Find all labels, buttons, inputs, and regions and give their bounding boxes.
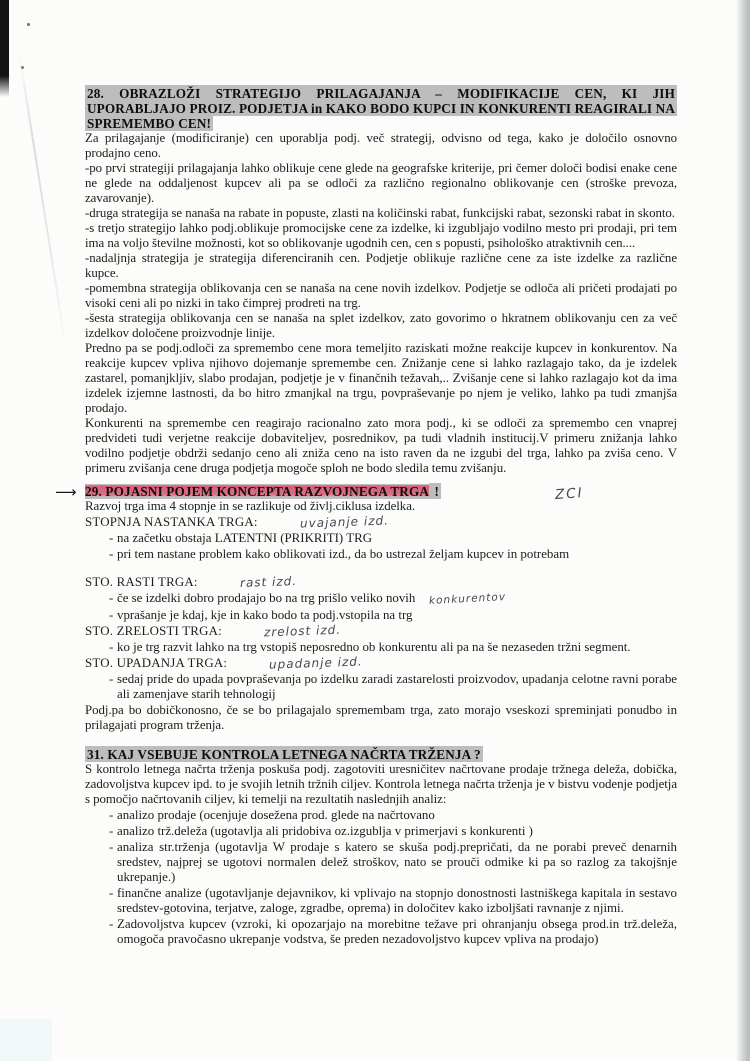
list-item bbox=[85, 531, 677, 546]
handwritten-arrow-icon: ⟶ bbox=[55, 483, 78, 501]
paragraph: Konkurenti na spremembe cen reagirajo racionalno zato mora podj., ki se odloči za spremembo cen vnaprej predvideti tudi verjetne reakcije dobaviteljev, posrednikov, pa tudi vladnih institucij.V primeru znižanja lahko vodilno podjetje obdrži sedanjo ceno ali zniža ceno na isto raven da ne izgubi del trga, lahko pa zviša ceno. V primeru zvišanja cene druga podjetja mogoče sploh ne bodo sledila temu zvišanju. bbox=[85, 416, 677, 475]
bullet-dash: - bbox=[109, 917, 114, 931]
stage-label bbox=[85, 575, 677, 590]
handwritten-annotation: ZCI bbox=[554, 485, 585, 503]
handwritten-note: zrelost izd. bbox=[263, 622, 342, 640]
scan-speck bbox=[27, 23, 30, 26]
stage-label-text: STO. ZRELOSTI TRGA: bbox=[85, 624, 222, 638]
paragraph: -po prvi strategiji prilagajanja lahko oblikuje cene glede na geografske kriterije, pri čemer določi bodisi enake cene ne glede na oddaljenost kupcev ali pa se odloči za različno regionalno oblikovanje cen (stroške prevoza, zavarovanje). bbox=[85, 161, 677, 205]
paragraph: Za prilagajanje (modificiranje) cen uporablja podj. več strategij, odvisno od tega, kako je določilo osnovno prodajno ceno. bbox=[85, 131, 677, 160]
stage-nastanka-trga bbox=[85, 515, 677, 562]
stage-label-text: STO. RASTI TRGA: bbox=[85, 575, 198, 589]
list-item bbox=[85, 547, 677, 562]
paragraph: -s tretjo strategijo lahko podj.oblikuje promocijske cene za izdelke, ki izgubljajo vodilno mesto pri prodaji, pri tem ima na voljo številne možnosti, kot so oblikovanje ugodnih cen, cen s popusti, psihološko atraktivnih cen.... bbox=[85, 221, 677, 250]
page-edge-shadow bbox=[736, 0, 750, 1061]
list-item bbox=[85, 672, 677, 702]
stage-rasti-trga bbox=[85, 575, 677, 623]
list-item-text: pri tem nastane problem kako oblikovati izd., da bo ustrezal željam kupcev in potrebam bbox=[117, 547, 570, 561]
paragraph: -šesta strategija oblikovanja cen se nanaša na splet izdelkov, zato govorimo o hkratnem oblikovanju cen za več izdelkov določene proizvodnje linije. bbox=[85, 311, 677, 340]
question-31-section bbox=[85, 747, 677, 947]
scan-smudge bbox=[0, 1019, 52, 1061]
question-28-section bbox=[85, 86, 677, 476]
scan-corner-mark bbox=[0, 0, 9, 97]
bullet-dash: - bbox=[109, 531, 114, 545]
pink-highlight: 29. POJASNI POJEM KONCEPTA RAZVOJNEGA TRGA bbox=[85, 484, 430, 499]
question-31-title bbox=[85, 747, 677, 762]
stage-label bbox=[85, 515, 677, 530]
bullet-dash: - bbox=[109, 672, 114, 686]
paragraph: -nadaljnja strategija je strategija diferenciranih cen. Podjetje oblikuje različne cene za iste izdelke za različne kupce. bbox=[85, 251, 677, 280]
gray-highlight: ! bbox=[431, 484, 440, 499]
bullet-dash: - bbox=[109, 840, 114, 854]
list-item bbox=[85, 840, 677, 885]
paragraph: Podj.pa bo dobičkonosno, če se bo prilagajalo spremembam trga, zato morajo vseskozi spreminjati ponudbo in prilagajati program trženja. bbox=[85, 703, 677, 732]
paragraph: Razvoj trga ima 4 stopnje in se razlikuje od življ.ciklusa izdelka. bbox=[85, 499, 416, 513]
list-item-text: finančne analize (ugotavljanje dejavnikov, ki vplivajo na stopnjo donostnosti lastniškega kapitala in sestavo sredstev-gotovina, terjatve, zaloge, zgradbe, oprema) in določitev kako izboljšati ravnanje z njimi. bbox=[117, 886, 677, 915]
list-item-inline-text: če se izdelki dobro prodajajo bo na trg prišlo veliko novih bbox=[117, 591, 416, 605]
bullet-dash: - bbox=[109, 886, 114, 900]
question-29-section bbox=[55, 483, 677, 733]
paragraph: -pomembna strategija oblikovanja cen se nanaša na cene novih izdelkov. Podjetje se odloča ali pričeti prodajati po visoki ceni ali po nizki in tako čimprej prodreti na trg. bbox=[85, 281, 677, 310]
stage-label-text: STOPNJA NASTANKA TRGA: bbox=[85, 515, 258, 529]
handwritten-note: konkurentov bbox=[429, 590, 507, 608]
bullet-dash: - bbox=[109, 640, 114, 654]
list-item bbox=[85, 608, 677, 623]
paragraph: Predno pa se podj.odloči za spremembo cene mora temeljito raziskati možne reakcije kupcev in konkurentov. Na reakcije kupcev vpliva njihovo dojemanje spremembe cen. Znižanje cene si lahko razlagajo tako, da je izdelek zastarel, pomanjkljiv, slabo prodajan, podjetje je v finančnih težavah,.. Zvišanje cene si lahko razlagajo kot da ima izdelek izjemne lastnosti, da bo hitro zmanjkal na trgu, povpraševanje po njem je veliko, lahko pa tudi zmanjša prodajo. bbox=[85, 341, 677, 415]
paper-crease bbox=[18, 52, 67, 349]
list-item-text: sedaj pride do upada povpraševanja po izdelku zaradi zastarelosti proizvodov, upadanja celotne ravni porabe ali zamenjave starih tehnologij bbox=[117, 672, 677, 701]
list-item-text bbox=[117, 591, 677, 607]
stage-upadanja-trga bbox=[85, 656, 677, 702]
paragraph: -druga strategija se nanaša na rabate in popuste, zlasti na količinski rabat, funkcijski rabat, sezonski rabat in skonto. bbox=[85, 206, 675, 220]
list-item-text: analizo prodaje (ocenjuje dosežena prod. glede na načrtovano bbox=[117, 808, 435, 822]
paragraph: S kontrolo letnega načrta trženja poskuša podj. zagotoviti uresničitev načrtovane prodaje tržnega deleža, dobička, zadovoljstva kupcev ipd. to je svojih letnih tržnih ciljev. Kontrola letnega načrta trženja je v bistvu vodenje podjetja s pomočjo načrtovanih ciljev, ki temelji na rezultatih naslednjih analiz: bbox=[85, 762, 677, 806]
list-item bbox=[85, 917, 677, 947]
bullet-dash: - bbox=[109, 547, 114, 561]
bullet-dash: - bbox=[109, 591, 114, 605]
list-item-text: Zadovoljstva kupcev (vzroki, ki opozarjajo na morebitne težave pri ohranjanju obsega prod.in trž.deleža, omogoča pravočasno ukrepanje vodstva, še preden nezadovoljstvo kupcev vpliva na prodajo) bbox=[117, 917, 677, 946]
bullet-dash: - bbox=[109, 608, 114, 622]
question-29-title bbox=[85, 484, 677, 499]
handwritten-note: rast izd. bbox=[239, 574, 298, 590]
list-item bbox=[85, 886, 677, 916]
list-item-text: ko je trg razvit lahko na trg vstopiš neposredno ob konkurentu ali pa na še nezaseden tržni segment. bbox=[117, 640, 631, 654]
list-item bbox=[85, 808, 677, 823]
list-item-text: na začetku obstaja LATENTNI (PRIKRITI) TRG bbox=[117, 531, 372, 545]
handwritten-note: upadanje izd. bbox=[268, 654, 364, 672]
list-item bbox=[85, 824, 677, 839]
stage-label bbox=[85, 624, 677, 639]
handwritten-note: uvajanje izd. bbox=[299, 513, 389, 531]
document-content bbox=[55, 86, 677, 948]
gray-highlight: 28. OBRAZLOŽI STRATEGIJO PRILAGAJANJA – MODIFIKACIJE CEN, KI JIH UPORABLJAJO PROIZ. PODJETJA in KAKO BODO KUPCI IN KONKURENTI REAGIRALI NA SPREMEMBO CEN! bbox=[87, 86, 675, 131]
stage-label-text: STO. UPADANJA TRGA: bbox=[85, 656, 228, 670]
scan-speck bbox=[21, 66, 24, 69]
bullet-dash: - bbox=[109, 808, 114, 822]
list-item bbox=[85, 640, 677, 655]
list-item-text: analizo trž.deleža (ugotavlja ali pridobiva oz.izgublja v primerjavi s konkurenti ) bbox=[117, 824, 533, 838]
bullet-dash: - bbox=[109, 824, 114, 838]
question-28-title bbox=[85, 86, 677, 131]
question-29-heading-row bbox=[55, 483, 677, 503]
list-item-text: vprašanje je kdaj, kje in kako bodo ta podj.vstopila na trg bbox=[117, 608, 413, 622]
stage-zrelosti-trga bbox=[85, 624, 677, 655]
stage-label bbox=[85, 656, 677, 671]
list-item bbox=[85, 591, 677, 607]
gray-highlight: 31. KAJ VSEBUJE KONTROLA LETNEGA NAČRTA TRŽENJA ? bbox=[87, 747, 481, 762]
list-item-text: analiza str.trženja (ugotavlja W prodaje s katero se skuša podj.prepričati, da ne porabi preveč denarnih sredstev, najprej se ugotovi normalen delež stroškov, nato se prouči odmike ki pa so razlog za takojšnje ukrepanje.) bbox=[117, 840, 677, 884]
